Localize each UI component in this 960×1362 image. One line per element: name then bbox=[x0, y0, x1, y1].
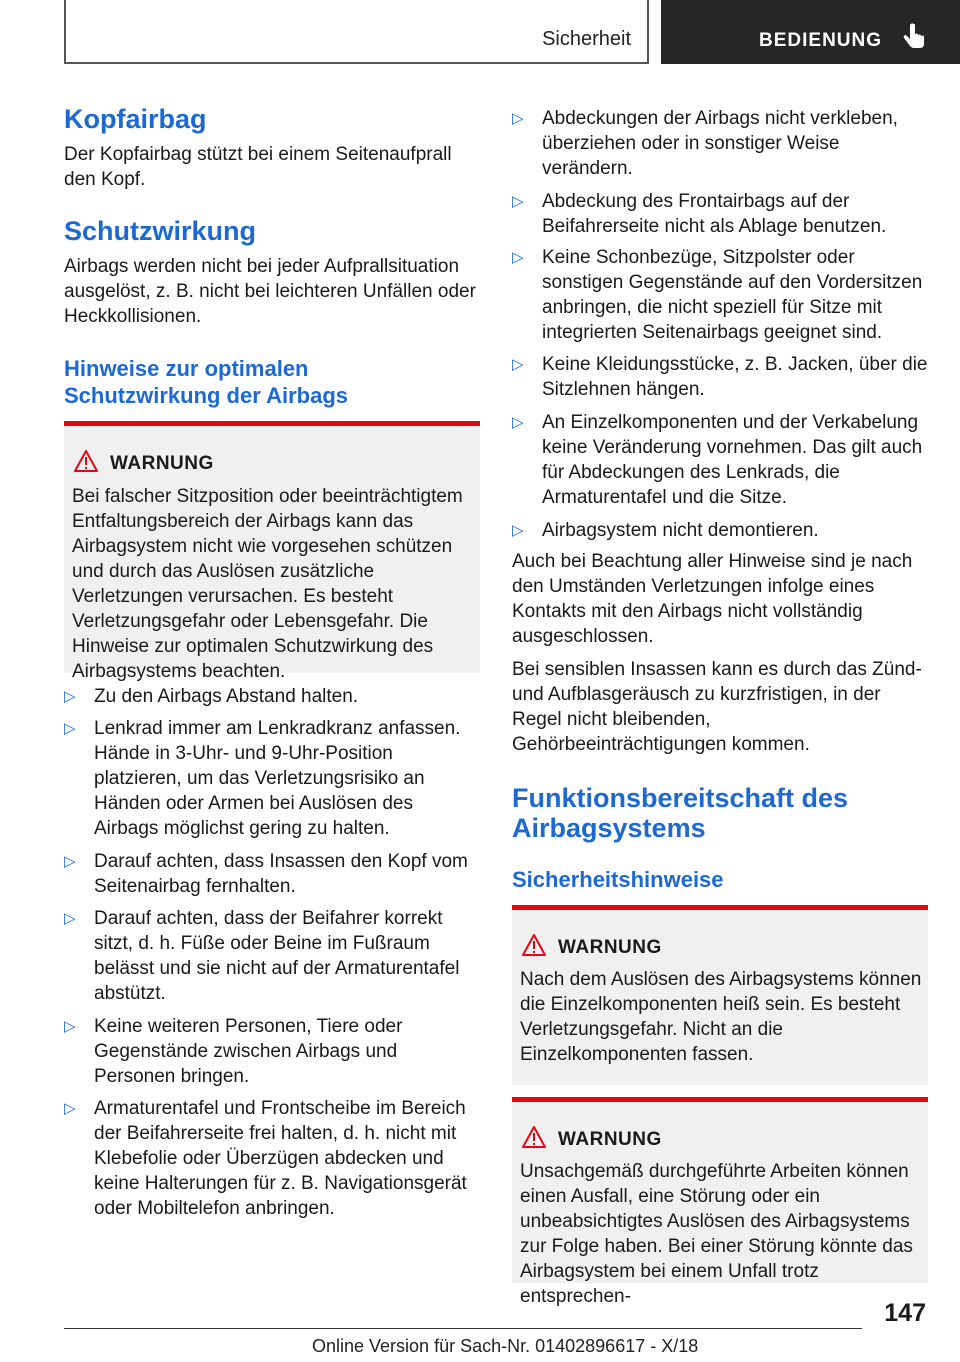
triangle-bullet-icon: ▷ bbox=[512, 193, 524, 210]
warning-title: WARNUNG bbox=[558, 1129, 662, 1150]
page-number: 147 bbox=[884, 1299, 926, 1327]
warning-title: WARNUNG bbox=[110, 453, 214, 474]
heading-hinweise-line2: Schutzwirkung der Airbags bbox=[64, 383, 349, 408]
header-section-box bbox=[64, 0, 649, 64]
warning-title: WARNUNG bbox=[558, 937, 662, 958]
triangle-bullet-icon: ▷ bbox=[512, 249, 524, 266]
hand-pointer-icon bbox=[899, 22, 929, 52]
warning-triangle-icon bbox=[522, 1126, 546, 1148]
paragraph-schutzwirkung: Airbags werden nicht bei jeder Aufprallsituation ausgelöst, z. B. nicht bei leichteren Unfällen oder Heckkollisionen. bbox=[64, 256, 476, 327]
warning-text: Nach dem Auslösen des Airbagsystems können die Einzelkomponenten heiß sein. Es besteht Verletzungsgefahr. Nicht an die Einzelkomponenten fassen. bbox=[520, 969, 922, 1065]
triangle-bullet-icon: ▷ bbox=[64, 1018, 76, 1035]
section-title: Sicherheit bbox=[542, 28, 631, 50]
warning-triangle-icon bbox=[74, 450, 98, 472]
triangle-bullet-icon: ▷ bbox=[512, 356, 524, 373]
heading-kopfairbag: Kopfairbag bbox=[64, 104, 207, 134]
warning-box bbox=[512, 905, 928, 1085]
chapter-tab[interactable] bbox=[661, 0, 960, 64]
triangle-bullet-icon: ▷ bbox=[64, 1100, 76, 1117]
paragraph-kopfairbag: Der Kopfairbag stützt bei einem Seitenaufprall den Kopf. bbox=[64, 144, 452, 190]
warning-box bbox=[64, 421, 480, 682]
paragraph-hinweise: Auch bei Beachtung aller Hinweise sind je nach den Umständen Verletzungen infolge eines Kontakts mit den Airbags nicht vollständig ausgeschlossen. bbox=[512, 551, 913, 647]
warning-triangle-icon bbox=[522, 934, 546, 956]
heading-funktionsbereitschaft-line2: Airbagsystems bbox=[512, 813, 706, 843]
triangle-bullet-icon: ▷ bbox=[64, 853, 76, 870]
triangle-bullet-icon: ▷ bbox=[512, 110, 524, 127]
paragraph-insassen: Bei sensiblen Insassen kann es durch das Zünd- und Aufblasgeräusch zu kurzfristigen, in der Regel nicht bleibenden, Gehörbeeinträchtigungen kommen. bbox=[512, 659, 922, 755]
heading-sicherheitshinweise: Sicherheitshinweise bbox=[512, 867, 724, 892]
warning-text: Unsachgemäß durchgeführte Arbeiten können einen Ausfall, eine Störung oder ein unbeabsichtigtes Auslösen des Airbagsystems zur Folge haben. Bei einer Störung könnte das Airbagsystem bei einem Unfall trotz entsprechen- bbox=[520, 1161, 913, 1307]
triangle-bullet-icon: ▷ bbox=[64, 720, 76, 737]
triangle-bullet-icon: ▷ bbox=[64, 910, 76, 927]
heading-funktionsbereitschaft-line1: Funktionsbereitschaft des bbox=[512, 783, 849, 813]
heading-hinweise-line1: Hinweise zur optimalen bbox=[64, 356, 309, 381]
footer-version-text: Online Version für Sach-Nr. 01402896617 - X/18 bbox=[312, 1336, 699, 1356]
warning-box bbox=[512, 1097, 928, 1307]
warning-text: Bei falscher Sitzposition oder beeinträchtigtem Entfaltungsbereich der Airbags kann das Airbagsystem nicht wie vorgesehen schützen und durch das Auslösen zusätzliche Verletzungen verursachen. Es besteht Verletzungsgefahr oder Lebensgefahr. Die Hinweise zur optimalen Schutzwirkung des Airbagsystems beachten. bbox=[72, 486, 463, 682]
triangle-bullet-icon: ▷ bbox=[512, 414, 524, 431]
triangle-bullet-icon: ▷ bbox=[512, 522, 524, 539]
footer-divider bbox=[64, 1328, 862, 1329]
triangle-bullet-icon: ▷ bbox=[64, 688, 76, 705]
chapter-title: BEDIENUNG bbox=[759, 30, 883, 51]
heading-schutzwirkung: Schutzwirkung bbox=[64, 216, 257, 246]
